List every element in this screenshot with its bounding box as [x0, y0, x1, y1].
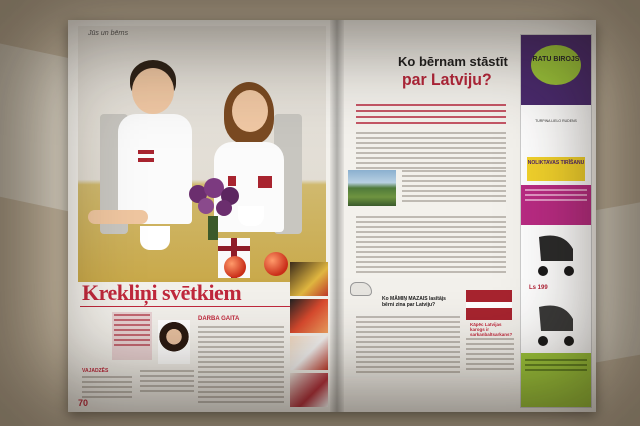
article-headline: Krekliņi svētkiem: [82, 280, 242, 305]
price-label: Ls 199: [529, 285, 548, 291]
headline-line-1: Ko bērnam stāstīt: [398, 54, 508, 69]
cover-photo: [78, 26, 326, 282]
flag-question: Kāpēc Latvijas karogs ir sarkanbaltsarkans?: [470, 322, 513, 337]
section-label: Jūs un bērns: [88, 30, 129, 37]
ad-promo-box: [521, 185, 591, 225]
process-thumbnails: [290, 262, 330, 412]
right-page: [342, 20, 596, 412]
text-column: [82, 376, 132, 401]
stroller-icon: [533, 301, 579, 349]
landscape-photo: [348, 170, 396, 206]
ad-sale-label: TURPINA LIELO RUDENS: [535, 119, 577, 123]
text-column: [198, 326, 284, 406]
text-column: [140, 370, 194, 395]
body-text: [402, 170, 506, 205]
thumbnail: [290, 262, 328, 296]
advertisement: [520, 34, 592, 408]
steps-heading: DARBA GAITA: [198, 316, 240, 322]
ad-header: [521, 35, 591, 105]
intro-box: [112, 312, 152, 360]
materials-heading: VAJADZĒS: [82, 368, 109, 374]
ad-banner-text: NOLIKTAVAS TIRĪŠANU: [527, 160, 585, 166]
flag-text: [466, 338, 514, 373]
kids-question-heading: Ko MĀMIŅ MAZAIS lasītājs bērni zina par Latviju?: [382, 296, 446, 308]
left-page: [68, 20, 332, 412]
flower-vase: [178, 176, 248, 246]
latvian-flag: [466, 290, 512, 320]
thumbnail: [290, 299, 328, 333]
lead-paragraph: [356, 104, 506, 128]
body-text: [356, 132, 506, 172]
page-number: 70: [78, 398, 89, 408]
shoe-icon: [350, 282, 372, 296]
ad-brand: RATU BIROJS: [532, 56, 580, 63]
apple: [264, 252, 288, 276]
stroller-icon: [533, 231, 579, 279]
author-photo: [158, 320, 190, 364]
magazine-spread: [68, 20, 596, 412]
thumbnail: [290, 373, 328, 407]
ad-logo: [531, 45, 581, 85]
apple: [224, 256, 246, 278]
ad-banner: [527, 157, 585, 181]
cup: [140, 226, 170, 250]
kids-answers: [356, 316, 460, 376]
body-text: [356, 216, 506, 276]
thumbnail: [290, 336, 328, 370]
ad-footer: [521, 353, 591, 407]
headline-line-2: par Latviju?: [402, 70, 492, 89]
divider: [80, 306, 290, 307]
